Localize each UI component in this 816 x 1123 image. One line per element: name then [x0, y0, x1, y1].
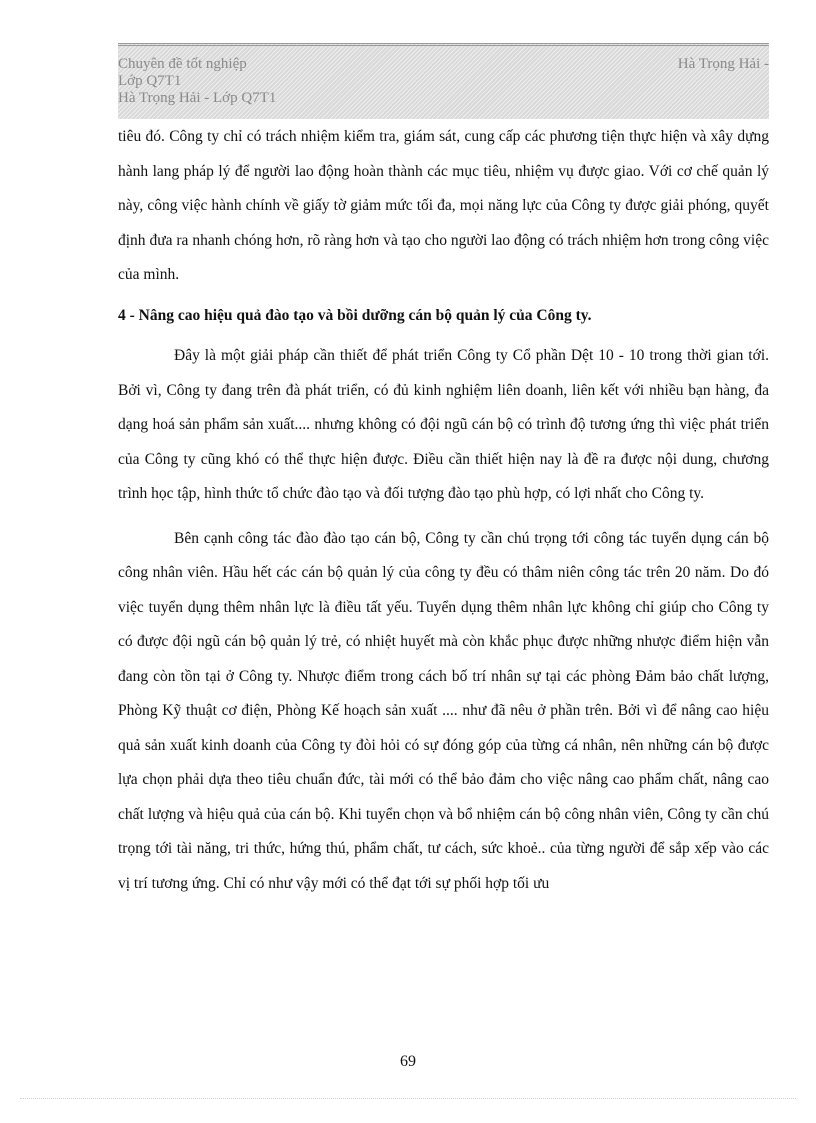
header-row-3 — [118, 90, 769, 107]
page-bottom-divider — [20, 1098, 796, 1099]
header-title-right: Hà Trọng Hải - — [677, 56, 769, 72]
header-author-line: Hà Trọng Hải - Lớp Q7T1 — [118, 90, 277, 106]
header-row-2 — [118, 73, 769, 90]
paragraph-1: tiêu đó. Công ty chỉ có trách nhiệm kiểm tra, giám sát, cung cấp các phương tiện thực hiện và xây dựng hành lang pháp lý để người lao động hoàn thành các mục tiêu, nhiệm vụ được giao. Với cơ chế quản lý này, công việc hành chính về giấy tờ giảm mức tối đa, mọi năng lực của Công ty được giải phóng, quyết định đưa ra nhanh chóng hơn, rõ ràng hơn và tạo cho người lao động có trách nhiệm hơn trong công việc của mình. — [118, 128, 769, 283]
header-row-1 — [118, 56, 769, 73]
header-class-line: Lớp Q7T1 — [118, 73, 182, 89]
paragraph-3: Bên cạnh công tác đào đào tạo cán bộ, Công ty cần chú trọng tới công tác tuyển dụng cán bộ công nhân viên. Hầu hết các cán bộ quản lý của công ty đều có thâm niên công tác trên 20 năm. Do đó việc tuyển dụng thêm nhân lực là điều tất yếu. Tuyển dụng thêm nhân lực không chỉ giúp cho Công ty có được đội ngũ cán bộ quản lý trẻ, có nhiệt huyết mà còn khắc phục được những nhược điểm hiện vẫn đang còn tồn tại ở Công ty. Nhược điểm trong cách bố trí nhân sự tại các phòng Đảm bảo chất lượng, Phòng Kỹ thuật cơ điện, Phòng Kế hoạch sản xuất .... như đã nêu ở phần trên. Bởi vì để nâng cao hiệu quả sản xuất kinh doanh của Công ty đòi hỏi có sự đóng góp của từng cá nhân, nên những cán bộ được lựa chọn phải dựa theo tiêu chuẩn đức, tài mới có thể bảo đảm cho việc nâng cao phẩm chất, nâng cao chất lượng và hiệu quả của cán bộ. Khi tuyển chọn và bổ nhiệm cán bộ công nhân viên, Công ty cần chú trọng tới tài năng, tri thức, hứng thú, phẩm chất, tư cách, sức khoẻ.. của từng người để sắp xếp vào các vị trí tương ứng. Chỉ có như vậy mới có thể đạt tới sự phối hợp tối ưu — [118, 529, 769, 892]
section-heading: 4 - Nâng cao hiệu quả đào tạo và bồi dưỡng cán bộ quản lý của Công ty. — [118, 306, 592, 324]
paragraph-2: Đây là một giải pháp cần thiết để phát triển Công ty Cổ phần Dệt 10 - 10 trong thời gian tới. Bởi vì, Công ty đang trên đà phát triển, có đủ kinh nghiệm liên doanh, liên kết với nhiều bạn hàng, đa dạng hoá sản phẩm sản xuất.... nhưng không có đội ngũ cán bộ có trình độ tương ứng thì việc phát triển của Công ty cũng khó có thể thực hiện được. Điều cần thiết hiện nay là đề ra được nội dung, chương trình học tập, hình thức tổ chức đào tạo và đối tượng đào tạo phù hợp, có lợi nhất cho Công ty. — [118, 347, 769, 502]
header-title-left: Chuyên đề tốt nghiệp — [118, 56, 247, 72]
document-body — [118, 120, 769, 901]
page-number: 69 — [400, 1053, 416, 1070]
page-header — [118, 43, 769, 119]
